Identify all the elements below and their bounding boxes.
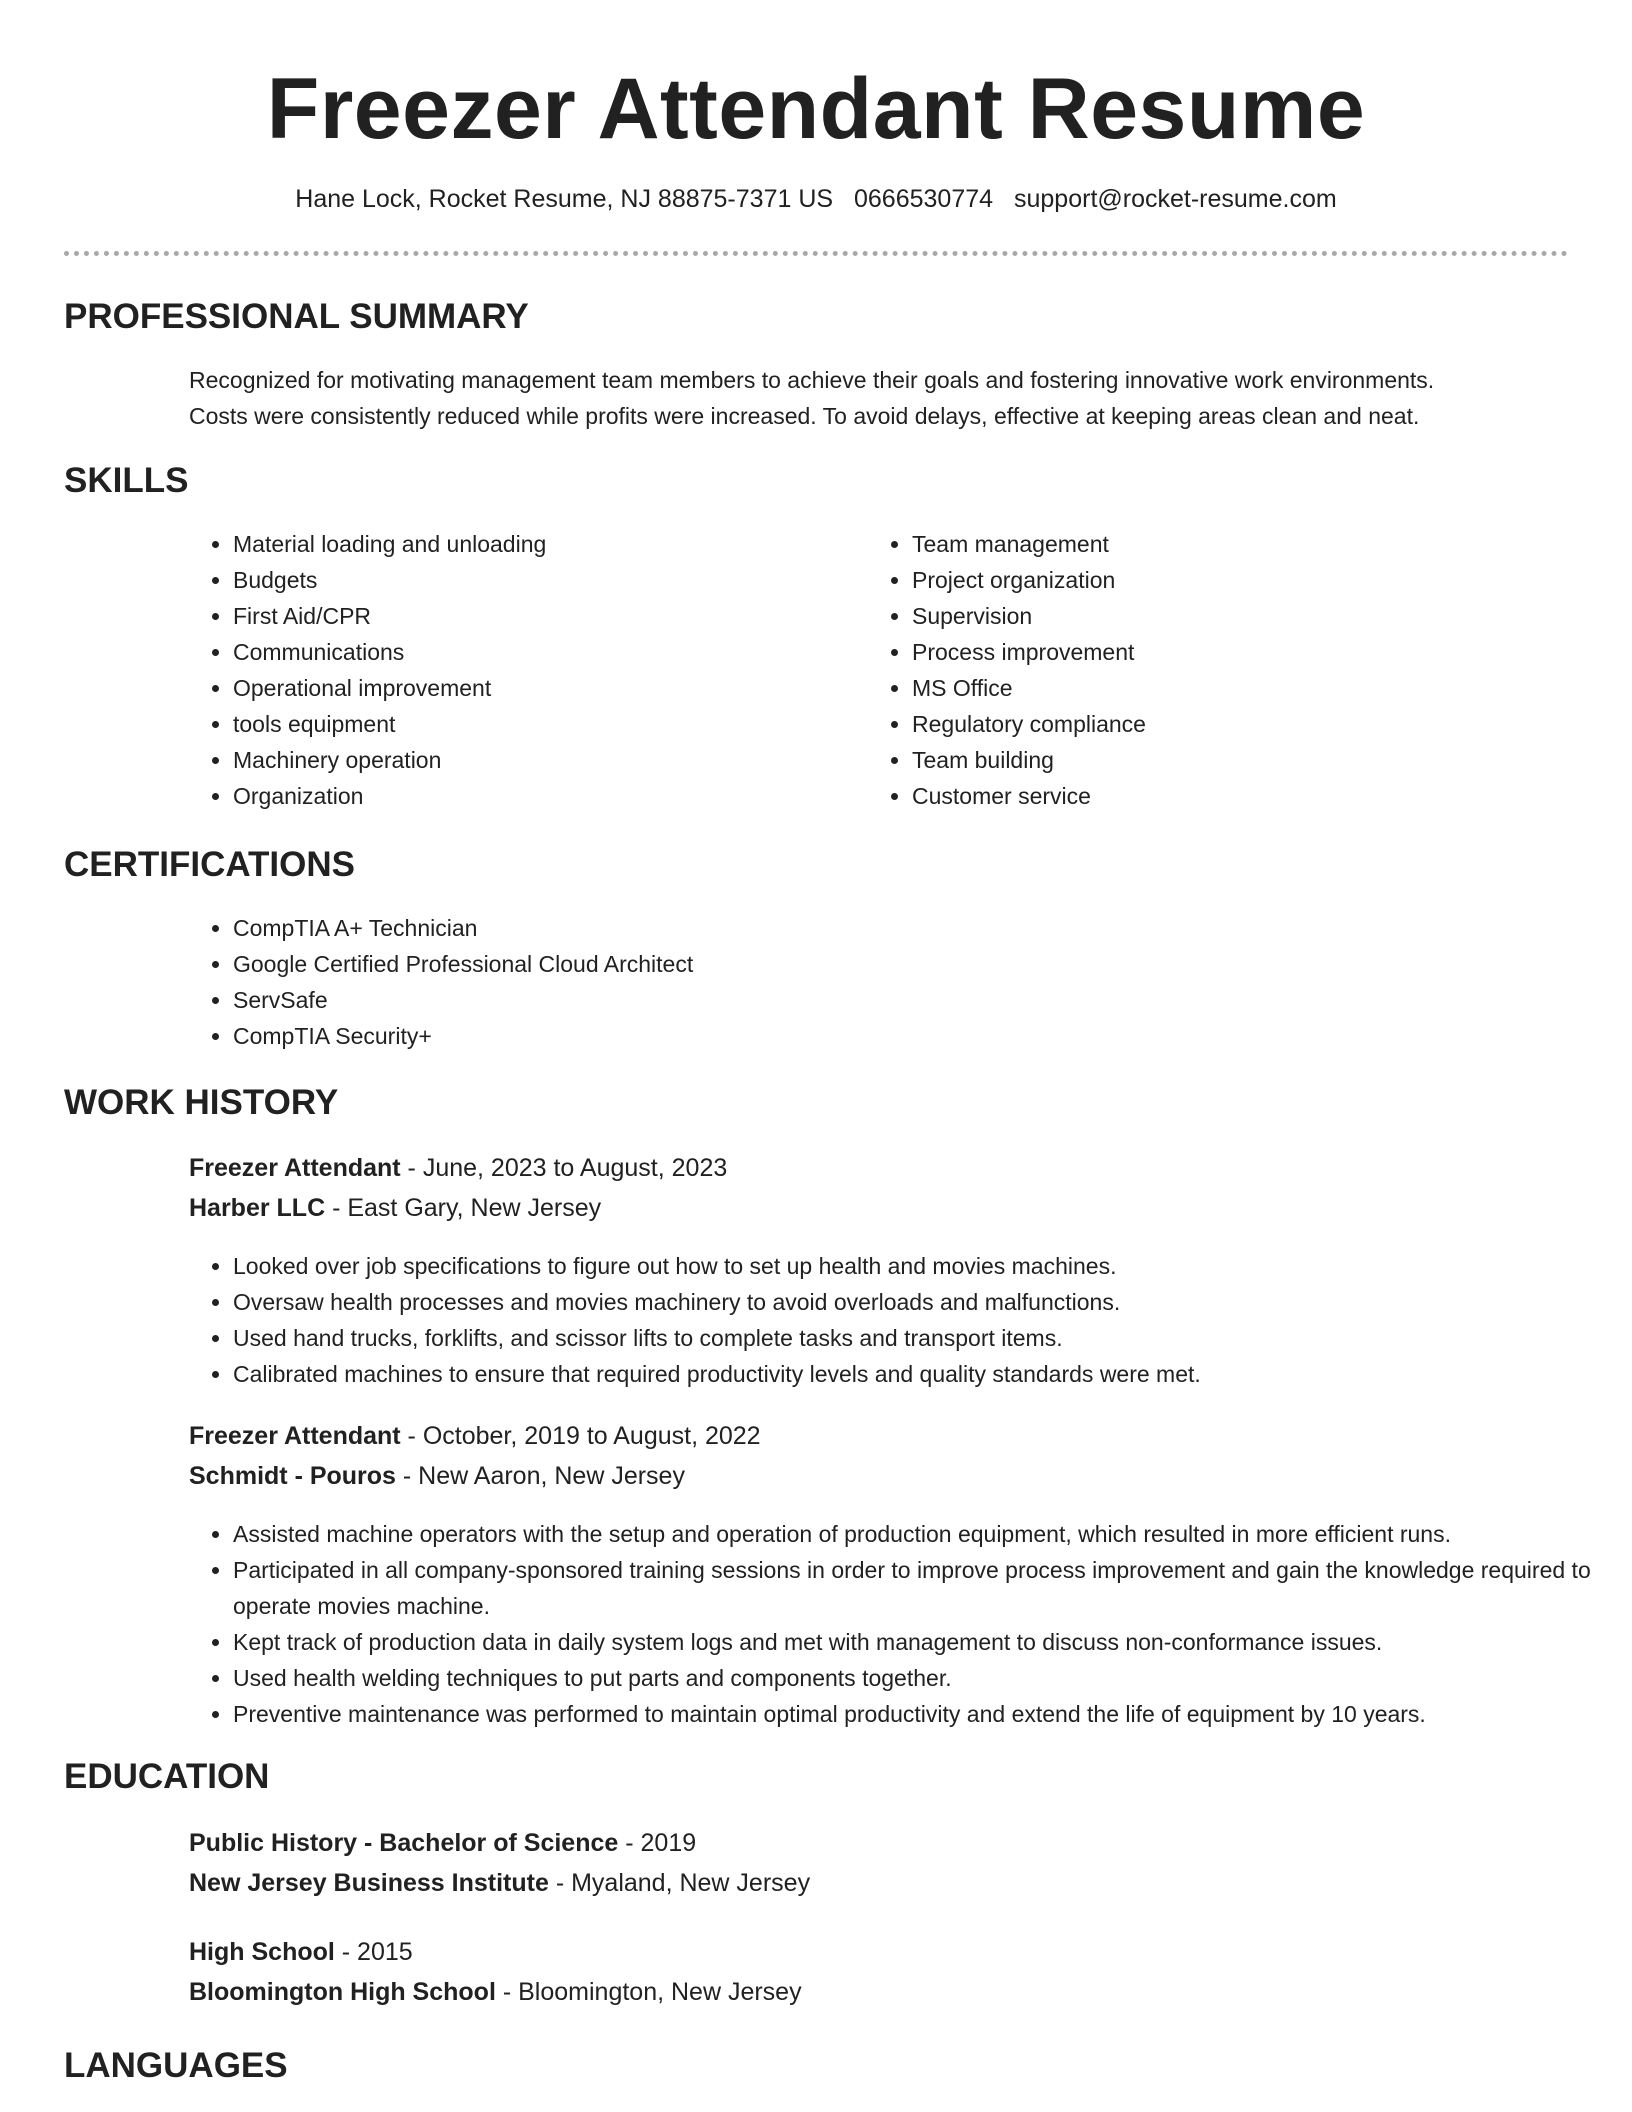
contact-line: [0, 182, 1632, 216]
job-1-company-line: [189, 1188, 601, 1228]
list-item: • CompTIA Security+: [233, 1018, 1433, 1054]
job-dates: - June, 2023 to August, 2023: [400, 1154, 728, 1182]
list-item: • Oversaw health processes and movies machinery to avoid overloads and malfunctions.: [233, 1284, 1623, 1320]
list-item: • Calibrated machines to ensure that required productivity levels and quality standards were met.: [233, 1356, 1623, 1392]
job-location: - New Aaron, New Jersey: [395, 1462, 685, 1490]
list-item: • Project organization: [912, 562, 1512, 598]
contact-email: support@rocket-resume.com: [1014, 185, 1337, 213]
list-item: • ServSafe: [233, 982, 1433, 1018]
education-year: - 2015: [334, 1938, 413, 1966]
education-2-school-line: [189, 1972, 802, 2012]
list-item: • Machinery operation: [233, 742, 833, 778]
education-location: - Bloomington, New Jersey: [495, 1978, 802, 2006]
list-item: • CompTIA A+ Technician: [233, 910, 1433, 946]
education-year: - 2019: [618, 1829, 697, 1857]
education-school: Bloomington High School: [189, 1978, 496, 2006]
skills-heading: SKILLS: [64, 461, 189, 500]
job-1-duties: [189, 1248, 1623, 1392]
certifications-list: [189, 910, 1433, 1054]
certifications-heading: CERTIFICATIONS: [64, 845, 356, 884]
list-item: • Used hand trucks, forklifts, and scissor lifts to complete tasks and transport items.: [233, 1320, 1623, 1356]
list-item: • Used health welding techniques to put parts and components together.: [233, 1660, 1623, 1696]
list-item: • MS Office: [912, 670, 1512, 706]
list-item: • Customer service: [912, 778, 1512, 814]
header-divider: [64, 251, 1568, 256]
summary-line-2: Costs were consistently reduced while profits were increased. To avoid delays, effective at keeping areas clean and neat.: [189, 403, 1420, 429]
education-1-school-line: [189, 1863, 810, 1903]
list-item: • Participated in all company-sponsored training sessions in order to improve process improvement and gain the knowledge required to operate movies machine.: [233, 1552, 1623, 1624]
list-item: • Assisted machine operators with the setup and operation of production equipment, which resulted in more efficient runs.: [233, 1516, 1623, 1552]
languages-heading: LANGUAGES: [64, 2046, 288, 2085]
skills-list-left: [189, 526, 833, 814]
list-item: • Team building: [912, 742, 1512, 778]
education-school: New Jersey Business Institute: [189, 1869, 549, 1897]
work-history-heading: WORK HISTORY: [64, 1083, 339, 1122]
skills-list-right: [868, 526, 1512, 814]
job-role: Freezer Attendant: [189, 1154, 401, 1182]
job-dates: - October, 2019 to August, 2022: [400, 1422, 761, 1450]
summary-text: [189, 362, 1579, 434]
list-item: • Regulatory compliance: [912, 706, 1512, 742]
summary-heading: PROFESSIONAL SUMMARY: [64, 297, 529, 336]
job-company: Schmidt - Pouros: [189, 1462, 396, 1490]
list-item: • Google Certified Professional Cloud Architect: [233, 946, 1433, 982]
list-item: • Kept track of production data in daily system logs and met with management to discuss non-conformance issues.: [233, 1624, 1623, 1660]
list-item: • Operational improvement: [233, 670, 833, 706]
education-location: - Myaland, New Jersey: [548, 1869, 811, 1897]
education-1-degree-line: [189, 1823, 696, 1863]
resume-title: Freezer Attendant Resume: [266, 61, 1366, 157]
list-item: • First Aid/CPR: [233, 598, 833, 634]
list-item: • Budgets: [233, 562, 833, 598]
list-item: • tools equipment: [233, 706, 833, 742]
job-company: Harber LLC: [189, 1194, 326, 1222]
job-2-title-line: [189, 1416, 761, 1456]
contact-phone: 0666530774: [854, 185, 994, 213]
education-degree: Public History - Bachelor of Science: [189, 1829, 619, 1857]
education-degree: High School: [189, 1938, 335, 1966]
education-heading: EDUCATION: [64, 1757, 270, 1796]
contact-address: Hane Lock, Rocket Resume, NJ 88875-7371 US: [295, 185, 834, 213]
job-location: - East Gary, New Jersey: [325, 1194, 602, 1222]
job-role: Freezer Attendant: [189, 1422, 401, 1450]
list-item: • Material loading and unloading: [233, 526, 833, 562]
list-item: • Process improvement: [912, 634, 1512, 670]
summary-line-1: Recognized for motivating management team members to achieve their goals and fostering innovative work environments.: [189, 367, 1435, 393]
list-item: • Looked over job specifications to figure out how to set up health and movies machines.: [233, 1248, 1623, 1284]
job-2-duties: [189, 1516, 1623, 1732]
list-item: • Preventive maintenance was performed to maintain optimal productivity and extend the life of equipment by 10 years.: [233, 1696, 1623, 1732]
education-2-degree-line: [189, 1932, 413, 1972]
list-item: • Organization: [233, 778, 833, 814]
list-item: • Team management: [912, 526, 1512, 562]
job-1-title-line: [189, 1148, 727, 1188]
job-2-company-line: [189, 1456, 685, 1496]
list-item: • Supervision: [912, 598, 1512, 634]
list-item: • Communications: [233, 634, 833, 670]
